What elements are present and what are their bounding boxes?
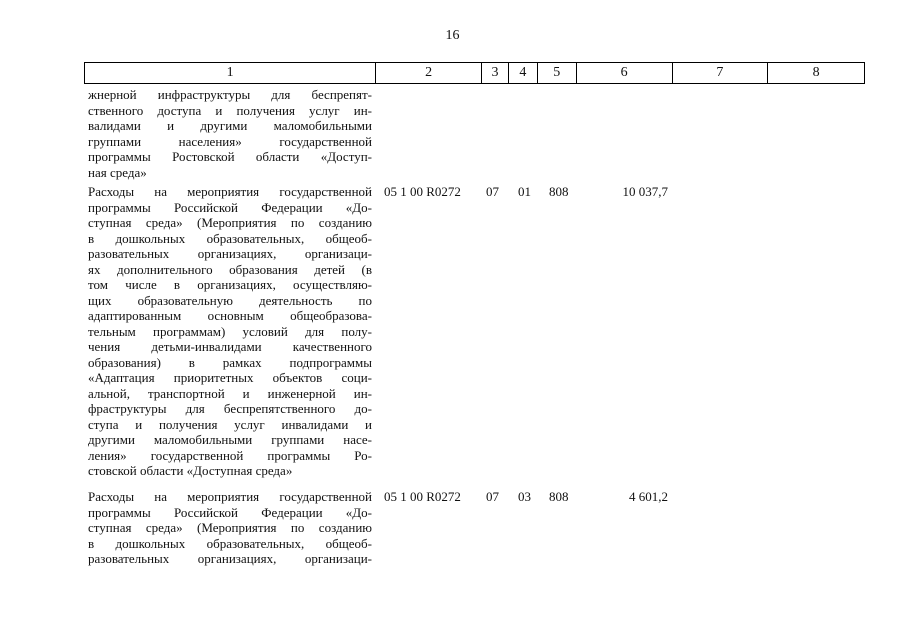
header-col-2: 2 bbox=[376, 63, 482, 83]
description-line: фраструктуры для беспрепятственного до- bbox=[88, 401, 372, 416]
description-line: адаптированным основным общеобразова- bbox=[88, 308, 372, 323]
row-expense-type: 808 bbox=[549, 184, 569, 199]
description-line: «Адаптация приоритетных объектов соци- bbox=[88, 370, 372, 385]
description-line: том числе в организациях, осуществляю- bbox=[88, 277, 372, 292]
table-header bbox=[84, 62, 865, 84]
description-line: ственного доступа и получения услуг ин- bbox=[88, 102, 372, 118]
description-line: валидами и другими маломобильными bbox=[88, 118, 372, 133]
row-code: 05 1 00 R0272 bbox=[384, 184, 461, 199]
row-section: 07 bbox=[486, 184, 499, 199]
description-line: жнерной инфраструктуры для беспрепят- bbox=[88, 87, 372, 102]
header-col-1: 1 bbox=[85, 63, 376, 83]
description-line: ступная среда» (Мероприятия по созданию bbox=[88, 215, 372, 230]
description-line: тельным программам) условий для полу- bbox=[88, 323, 372, 339]
header-col-4: 4 bbox=[509, 63, 538, 83]
table-row-description bbox=[88, 489, 372, 567]
description-line: разовательных организациях, организаци- bbox=[88, 246, 372, 261]
description-line: щих образовательную деятельность по bbox=[88, 292, 372, 308]
row-section: 07 bbox=[486, 489, 499, 504]
description-line: ления» государственной программы Ро- bbox=[88, 447, 372, 463]
row-subsection: 01 bbox=[518, 184, 531, 199]
header-col-6: 6 bbox=[577, 63, 673, 83]
header-col-3: 3 bbox=[482, 63, 509, 83]
table-row-description bbox=[88, 184, 372, 479]
header-col-5: 5 bbox=[538, 63, 577, 83]
description-line: Расходы на мероприятия государственной bbox=[88, 184, 372, 199]
description-line: ная среда» bbox=[88, 164, 147, 180]
description-line: ступа и получения услуг инвалидами и bbox=[88, 416, 372, 432]
description-line: Расходы на мероприятия государственной bbox=[88, 489, 372, 504]
page-number: 16 bbox=[445, 28, 460, 43]
description-line: ях дополнительного образования детей (в bbox=[88, 261, 372, 277]
description-line: другими маломобильными группами насе- bbox=[88, 432, 372, 447]
description-line: в дошкольных образовательных, общеоб- bbox=[88, 230, 372, 246]
table-row-description bbox=[88, 87, 372, 180]
row-expense-type: 808 bbox=[549, 489, 569, 504]
description-line: программы Российской Федерации «До- bbox=[88, 199, 372, 215]
description-line: ступная среда» (Мероприятия по созданию bbox=[88, 520, 372, 535]
row-amount: 10 037,7 bbox=[622, 184, 668, 199]
description-line: в дошкольных образовательных, общеоб- bbox=[88, 535, 372, 551]
description-line: стовской области «Доступная среда» bbox=[88, 463, 293, 478]
row-code: 05 1 00 R0272 bbox=[384, 489, 461, 504]
description-line: программы Ростовской области «Доступ- bbox=[88, 149, 372, 164]
row-subsection: 03 bbox=[518, 489, 531, 504]
description-line: программы Российской Федерации «До- bbox=[88, 504, 372, 520]
description-line: образования) в рамках подпрограммы bbox=[88, 354, 372, 370]
description-line: разовательных организациях, организаци- bbox=[88, 551, 372, 566]
header-col-8: 8 bbox=[812, 65, 820, 80]
row-amount: 4 601,2 bbox=[629, 489, 668, 504]
description-line: альной, транспортной и инженерной ин- bbox=[88, 385, 372, 401]
description-line: чения детьми-инвалидами качественного bbox=[88, 339, 372, 354]
header-col-7: 7 bbox=[673, 63, 769, 83]
description-line: группами населения» государственной bbox=[88, 133, 372, 149]
